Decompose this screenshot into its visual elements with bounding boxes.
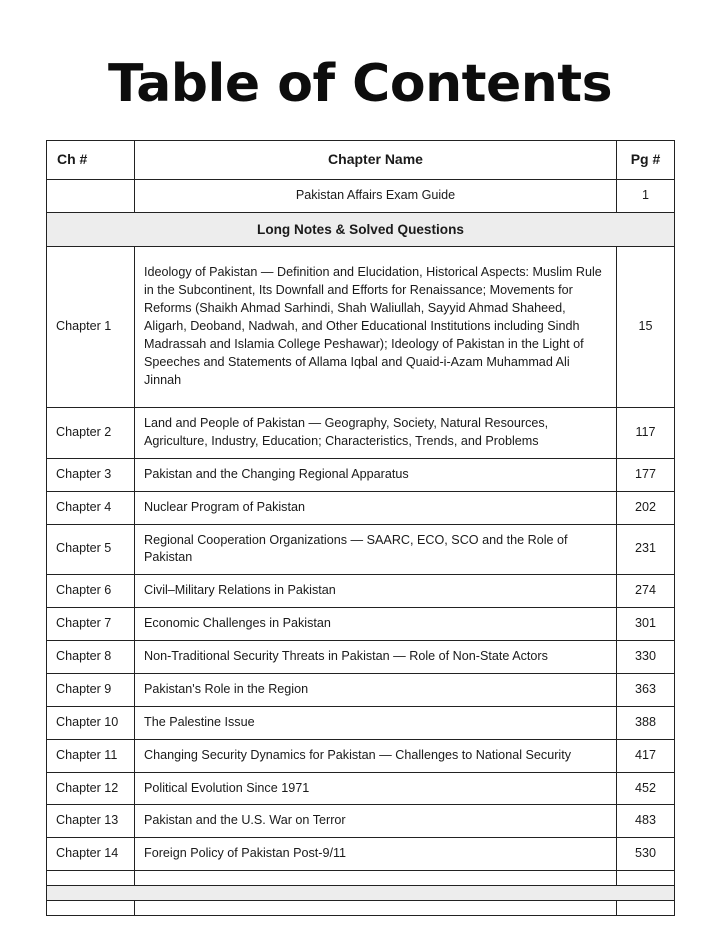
cell-page-number: 301 [617,608,675,641]
table-row [47,673,675,706]
table-row [47,772,675,805]
cell-chapter-number: Chapter 9 [47,673,135,706]
cell-chapter-number [47,871,135,886]
cell-chapter-name: Foreign Policy of Pakistan Post-9/11 [135,838,617,871]
cell-page-number: 417 [617,739,675,772]
cell-page-number: 363 [617,673,675,706]
table-row [47,524,675,575]
section-label [47,886,675,901]
cell-page-number: 530 [617,838,675,871]
cell-chapter-name: Non-Traditional Security Threats in Pakistan — Role of Non-State Actors [135,641,617,674]
column-header-page-number: Pg # [617,141,675,180]
cell-page-number: 452 [617,772,675,805]
table-row [47,458,675,491]
cell-chapter-name: Nuclear Program of Pakistan [135,491,617,524]
cell-chapter-name: Political Evolution Since 1971 [135,772,617,805]
cell-page-number: 1 [617,179,675,212]
table-row [47,408,675,459]
table-row [47,247,675,408]
cell-chapter-number: Chapter 13 [47,805,135,838]
cell-page-number: 388 [617,706,675,739]
table-row [47,706,675,739]
cell-chapter-name: Ideology of Pakistan — Definition and Elucidation, Historical Aspects: Muslim Rule in the Subcontinent, Its Downfall and Efforts for Renaissance; Movements for Reforms (Shaikh Ahmad Sarhindi, Shah Waliullah, Sayyid Ahmad Shaheed, Aligarh, Deoband, Nadwah, and Other Educational Institutions including Sindh Madrassah and Islamia College Peshawar); Ideology of Pakistan in the Light of Speeches and Statements of Allama Iqbal and Quaid-i-Azam Muhammad Ali Jinnah [135,247,617,408]
cell-chapter-number: Chapter 6 [47,575,135,608]
cell-chapter-name: Pakistan's Role in the Region [135,673,617,706]
cell-chapter-name [135,871,617,886]
cell-page-number: 483 [617,805,675,838]
table-row [47,575,675,608]
table-row [47,641,675,674]
cell-chapter-name: Economic Challenges in Pakistan [135,608,617,641]
cell-page-number: 177 [617,458,675,491]
cell-page-number: 15 [617,247,675,408]
cell-page-number: 202 [617,491,675,524]
table-row [47,838,675,871]
cell-chapter-number: Chapter 5 [47,524,135,575]
cell-chapter-number [47,901,135,916]
cell-chapter-number: Chapter 1 [47,247,135,408]
column-header-chapter-name: Chapter Name [135,141,617,180]
table-of-contents [46,140,675,916]
table-row [47,805,675,838]
cell-chapter-name [135,901,617,916]
cell-chapter-number: Chapter 12 [47,772,135,805]
section-label: Long Notes & Solved Questions [47,212,675,246]
cell-chapter-name: Pakistan and the U.S. War on Terror [135,805,617,838]
table-row [47,608,675,641]
table-row [47,179,675,212]
table-row [47,739,675,772]
section-header-row [47,212,675,246]
column-header-chapter-number: Ch # [47,141,135,180]
cell-chapter-name: Regional Cooperation Organizations — SAARC, ECO, SCO and the Role of Pakistan [135,524,617,575]
cell-page-number [617,871,675,886]
cell-chapter-number: Chapter 11 [47,739,135,772]
cell-chapter-number: Chapter 2 [47,408,135,459]
table-row [47,901,675,916]
cell-chapter-name: Civil–Military Relations in Pakistan [135,575,617,608]
cell-chapter-number [47,179,135,212]
page-title: Table of Contents [107,54,613,114]
cell-chapter-number: Chapter 4 [47,491,135,524]
section-header-row [47,886,675,901]
cell-page-number: 117 [617,408,675,459]
cell-chapter-number: Chapter 10 [47,706,135,739]
cell-chapter-name: Pakistan and the Changing Regional Apparatus [135,458,617,491]
table-row [47,871,675,886]
cell-chapter-number: Chapter 14 [47,838,135,871]
table-header-row [47,141,675,180]
cell-page-number [617,901,675,916]
cell-chapter-number: Chapter 8 [47,641,135,674]
cell-chapter-name: Pakistan Affairs Exam Guide [135,179,617,212]
cell-chapter-name: Land and People of Pakistan — Geography, Society, Natural Resources, Agriculture, Industry, Education; Characteristics, Trends, and Problems [135,408,617,459]
cell-chapter-number: Chapter 3 [47,458,135,491]
cell-page-number: 231 [617,524,675,575]
table-row [47,491,675,524]
cell-page-number: 330 [617,641,675,674]
cell-chapter-name: Changing Security Dynamics for Pakistan — Challenges to National Security [135,739,617,772]
cell-page-number: 274 [617,575,675,608]
cell-chapter-name: The Palestine Issue [135,706,617,739]
cell-chapter-number: Chapter 7 [47,608,135,641]
